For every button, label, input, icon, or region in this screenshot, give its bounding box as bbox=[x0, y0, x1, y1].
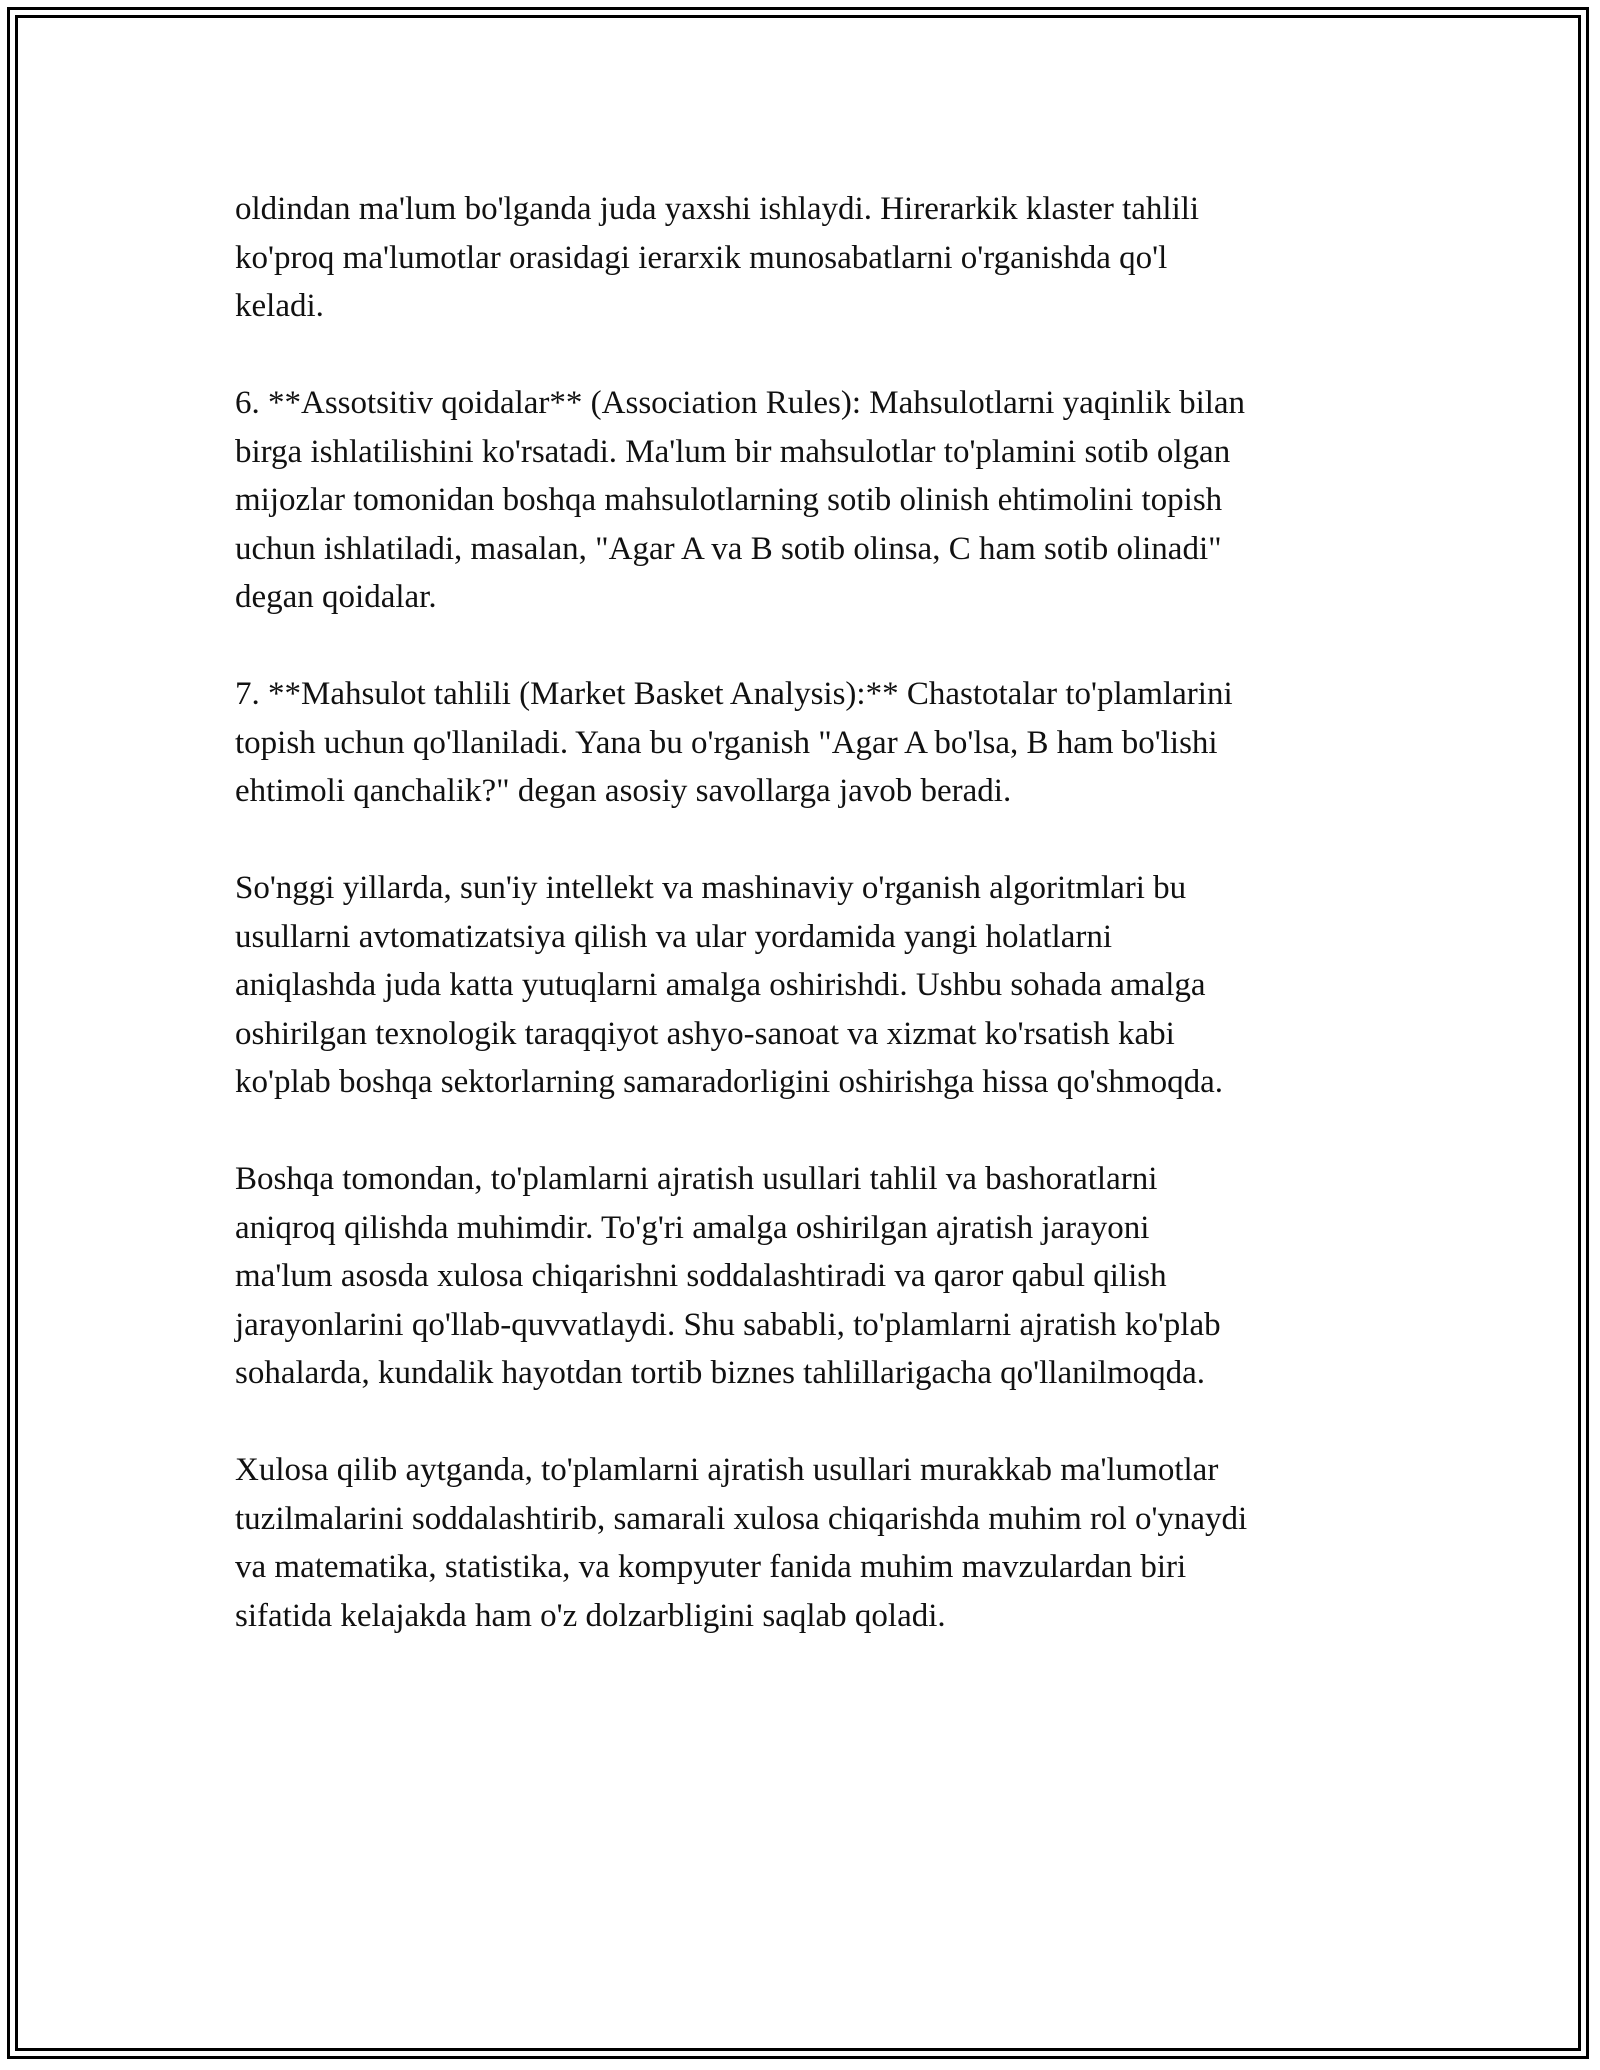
paragraph-other-side: Boshqa tomondan, to'plamlarni ajratish usullari tahlil va bashoratlarni aniqroq qilishda muhimdir. To'g'ri amalga oshirilgan ajratish jarayoni ma'lum asosda xulosa chiqarishni soddalashtiradi va qaror qabul qilish jarayonlarini qo'llab-quvvatlaydi. Shu sababli, to'plamlarni ajratish ko'plab sohalarda, kundalik hayotdan tortib biznes tahlillarigacha qo'llanilmoqda. bbox=[235, 1161, 1221, 1391]
document-body bbox=[235, 185, 1370, 1689]
paragraph-association-rules: 6. **Assotsitiv qoidalar** (Association Rules): Mahsulotlarni yaqinlik bilan birga ishlatilishini ko'rsatadi. Ma'lum bir mahsulotlar to'plamini sotib olgan mijozlar tomonidan boshqa mahsulotlarning sotib olinish ehtimolini topish uchun ishlatiladi, masalan, "Agar A va B sotib olinsa, C ham sotib olinadi" degan qoidalar. bbox=[235, 385, 1246, 615]
paragraph-hierarchical-clustering: oldindan ma'lum bo'lganda juda yaxshi ishlaydi. Hirerarkik klaster tahlili ko'proq ma'lumotlar orasidagi ierarxik munosabatlarni o'rganishda qo'l keladi. bbox=[235, 191, 1200, 324]
paragraph-market-basket-analysis: 7. **Mahsulot tahlili (Market Basket Analysis):** Chastotalar to'plamlarini topish uchun qo'llaniladi. Yana bu o'rganish "Agar A bo'lsa, B ham bo'lishi ehtimoli qanchalik?" degan asosiy savollarga javob beradi. bbox=[235, 676, 1233, 809]
paragraph-ai-ml: So'nggi yillarda, sun'iy intellekt va mashinaviy o'rganish algoritmlari bu usullarni avtomatizatsiya qilish va ular yordamida yangi holatlarni aniqlashda juda katta yutuqlarni amalga oshirishdi. Ushbu sohada amalga oshirilgan texnologik taraqqiyot ashyo-sanoat va xizmat ko'rsatish kabi ko'plab boshqa sektorlarning samaradorligini oshirishga hissa qo'shmoqda. bbox=[235, 870, 1223, 1100]
paragraph-conclusion: Xulosa qilib aytganda, to'plamlarni ajratish usullari murakkab ma'lumotlar tuzilmalarini soddalashtirib, samarali xulosa chiqarishda muhim rol o'ynaydi va matematika, statistika, va kompyuter fanida muhim mavzulardan biri sifatida kelajakda ham o'z dolzarbligini saqlab qoladi. bbox=[235, 1452, 1248, 1634]
